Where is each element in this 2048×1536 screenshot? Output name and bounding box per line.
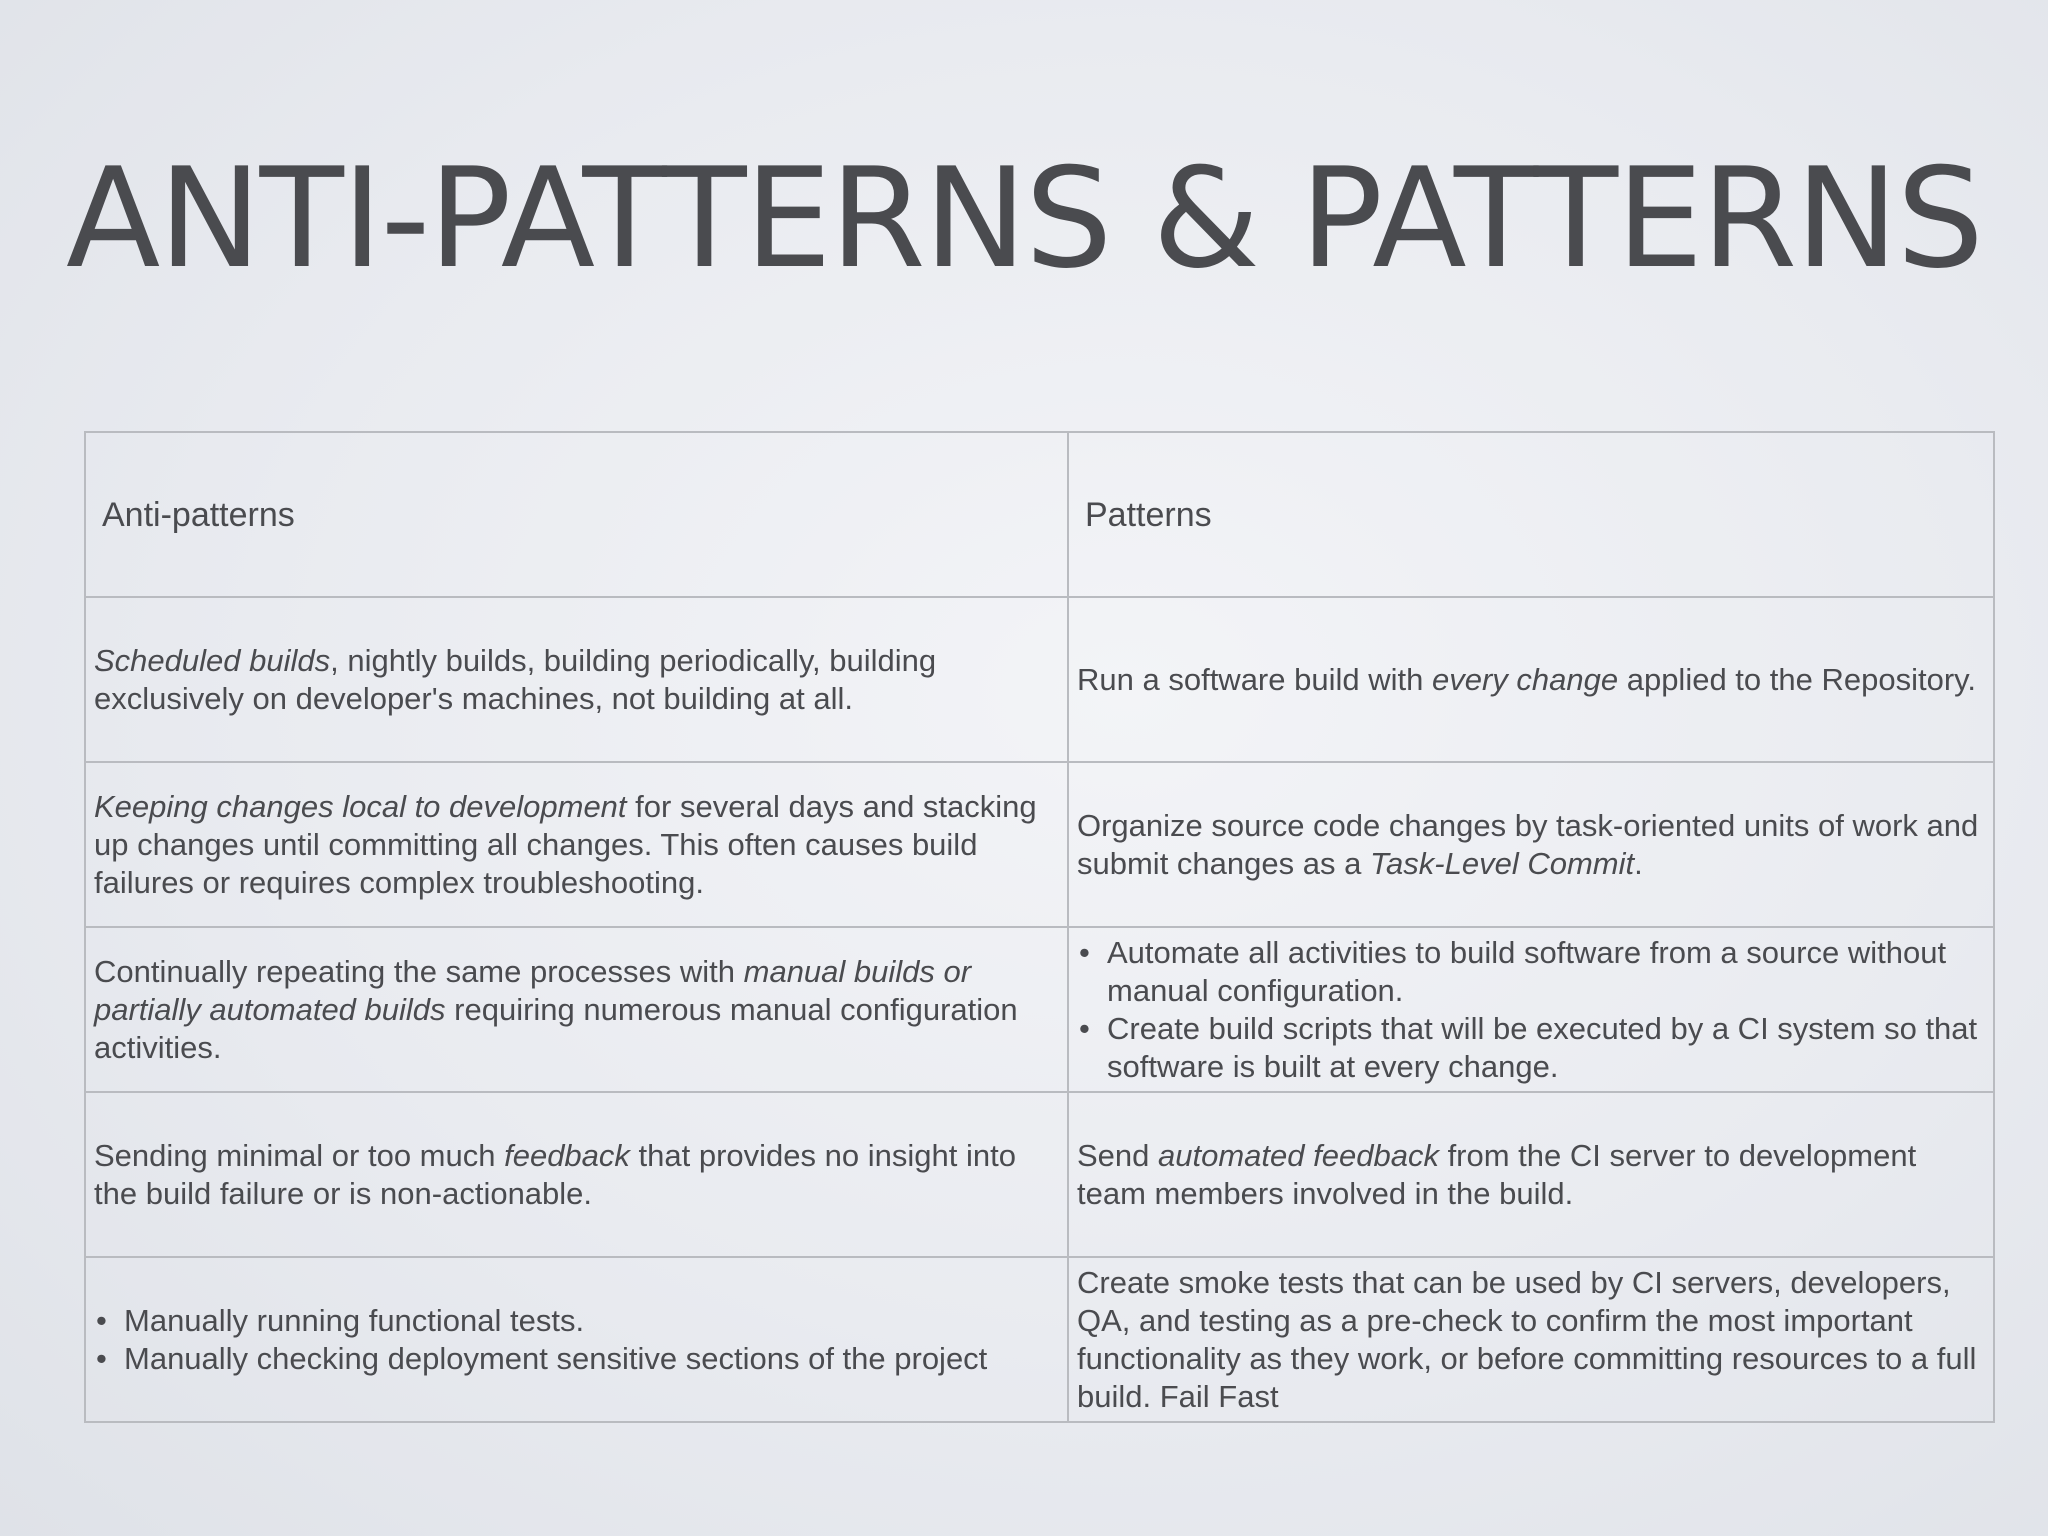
emphasis-text: feedback	[504, 1137, 630, 1173]
emphasis-text: manual builds or partially automated builds	[94, 953, 972, 1027]
pattern-text	[1077, 1137, 1983, 1213]
body-text: for several days and stacking up changes until committing all changes. This often causes build failures or requires complex troubleshooting.	[94, 788, 1037, 900]
table-row	[85, 597, 1994, 762]
emphasis-text: Manually	[124, 1302, 249, 1338]
anti-pattern-cell	[85, 1092, 1068, 1257]
anti-pattern-cell	[85, 1257, 1068, 1422]
table-row	[85, 927, 1994, 1092]
body-text: Send	[1077, 1137, 1159, 1173]
body-text: Sending minimal or too much	[94, 1137, 505, 1173]
pattern-cell	[1068, 1257, 1994, 1422]
body-text: .	[1634, 845, 1643, 881]
anti-pattern-cell	[85, 597, 1068, 762]
anti-pattern-text	[94, 642, 1057, 718]
anti-pattern-text	[94, 1137, 1057, 1213]
emphasis-text: build scripts	[1208, 1010, 1373, 1046]
emphasis-text: Manually	[124, 1340, 249, 1376]
body-text: from the CI server to development team members involved in the build.	[1077, 1137, 1917, 1211]
body-text: to build software from a source without manual configuration.	[1107, 934, 1947, 1008]
table-row	[85, 1092, 1994, 1257]
pattern-text	[1077, 807, 1983, 883]
emphasis-text: Scheduled builds	[94, 642, 331, 678]
body-text: , nightly builds, building periodically, building exclusively on developer's machines, not building at all.	[94, 642, 937, 716]
body-text: checking deployment sensitive sections of the project	[248, 1340, 988, 1376]
anti-pattern-text	[94, 788, 1057, 902]
body-text: that will be executed by a CI system so that software is built at every change.	[1107, 1010, 1978, 1084]
anti-pattern-text	[94, 953, 1057, 1067]
list-item	[124, 1302, 1057, 1340]
pattern-cell	[1068, 1092, 1994, 1257]
table-row	[85, 762, 1994, 927]
emphasis-text: every change	[1431, 661, 1619, 697]
body-text: Organize source code changes by task-oriented units of work and submit changes as a	[1077, 807, 1979, 881]
emphasis-text: automated feedback	[1158, 1137, 1439, 1173]
slide-title: ANTI-PATTERNS & PATTERNS	[65, 138, 1983, 299]
body-text: requiring numerous manual configuration activities.	[94, 991, 1018, 1065]
anti-pattern-cell	[85, 762, 1068, 927]
anti-pattern-bullet-list	[94, 1302, 1057, 1378]
body-text: Continually repeating the same processes with	[94, 953, 744, 989]
body-text: Run a software build with	[1077, 661, 1432, 697]
pattern-text	[1077, 661, 1983, 699]
table-header-row	[85, 432, 1994, 597]
anti-pattern-cell	[85, 927, 1068, 1092]
emphasis-text: Task-Level Commit	[1369, 845, 1635, 881]
emphasis-text: Keeping changes local to development	[94, 788, 627, 824]
pattern-cell	[1068, 927, 1994, 1092]
list-item	[1107, 934, 1983, 1010]
pattern-cell	[1068, 762, 1994, 927]
emphasis-text: Automate all activities	[1107, 934, 1407, 970]
list-item	[1107, 1010, 1983, 1086]
table-row	[85, 1257, 1994, 1422]
pattern-text	[1077, 1264, 1983, 1416]
pattern-cell	[1068, 597, 1994, 762]
pattern-bullet-list	[1077, 934, 1983, 1086]
list-item	[124, 1340, 1057, 1378]
body-text: Create	[1107, 1010, 1209, 1046]
header-anti-patterns: Anti-patterns	[85, 432, 1068, 597]
body-text: Create smoke tests that can be used by CI servers, developers, QA, and testing as a pre-check to confirm the most important functionality as they work, or before committing resources to a full build. Fail Fast	[1077, 1264, 1977, 1414]
comparison-table	[84, 431, 1995, 1423]
body-text: applied to the Repository.	[1618, 661, 1976, 697]
header-patterns: Patterns	[1068, 432, 1994, 597]
body-text: running functional tests.	[248, 1302, 585, 1338]
body-text: that provides no insight into the build failure or is non-actionable.	[94, 1137, 1016, 1211]
